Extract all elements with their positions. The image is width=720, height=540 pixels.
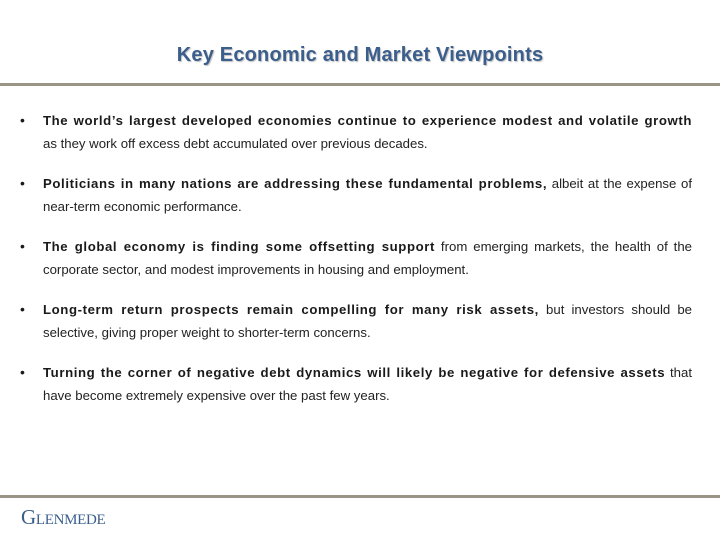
bullet-emphasis: Turning the corner of negative debt dynamics will likely be negative for defensive assets: [43, 365, 666, 380]
bullet-emphasis: The global economy is finding some offsetting support: [43, 239, 435, 254]
bullet-list: [20, 109, 692, 424]
bullet-emphasis: The world’s largest developed economies continue to experience modest and volatile growth: [43, 113, 692, 128]
bullet-marker-icon: •: [20, 175, 25, 191]
bullet-text: but investors should be selective, giving proper weight to shorter-term concerns.: [43, 302, 692, 340]
bullet-item: [20, 109, 692, 155]
bullet-marker-icon: •: [20, 238, 25, 254]
bullet-marker-icon: •: [20, 301, 25, 317]
bullet-item: [20, 298, 692, 344]
bullet-marker-icon: •: [20, 112, 25, 128]
top-divider: [0, 83, 720, 86]
glenmede-logo: Glenmede: [21, 505, 106, 529]
bullet-item: [20, 361, 692, 407]
bullet-item: [20, 235, 692, 281]
bullet-text: that have become extremely expensive over the past few years.: [43, 365, 692, 403]
slide-title: Key Economic and Market Viewpoints: [176, 44, 544, 66]
bullet-item: [20, 172, 692, 218]
bullet-text: from emerging markets, the health of the corporate sector, and modest improvements in housing and employment.: [43, 239, 692, 277]
bullet-marker-icon: •: [20, 364, 25, 380]
bullet-emphasis: Long-term return prospects remain compelling for many risk assets,: [43, 302, 539, 317]
bottom-divider: [0, 495, 720, 498]
bullet-text: as they work off excess debt accumulated over previous decades.: [43, 136, 428, 151]
bullet-emphasis: Politicians in many nations are addressing these fundamental problems,: [43, 176, 548, 191]
bullet-text: albeit at the expense of near-term economic performance.: [43, 176, 692, 214]
